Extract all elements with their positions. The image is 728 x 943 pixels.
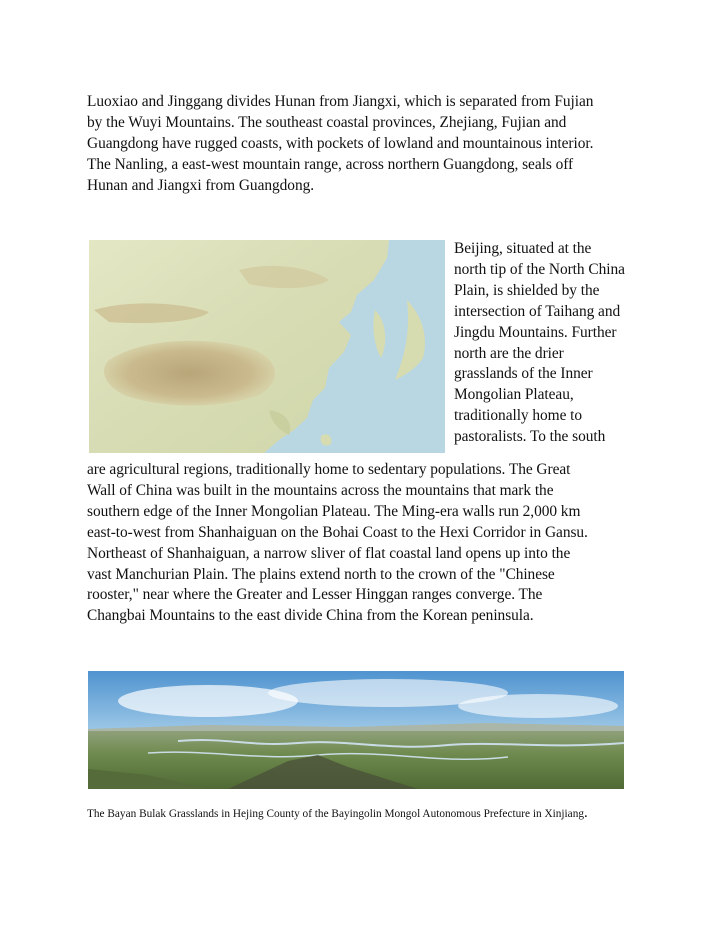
panorama-graphic [88, 671, 624, 789]
paragraph-beijing-main [87, 460, 647, 627]
text-line: pastoralists. To the south [454, 428, 606, 446]
text-line: Jingdu Mountains. Further [454, 323, 617, 341]
text-line: intersection of Taihang and [454, 302, 621, 320]
text-line: Northeast of Shanhaiguan, a narrow sliver of flat coastal land opens up into the [87, 544, 571, 562]
cloud [458, 694, 618, 718]
text-line: The Nanling, a east-west mountain range, across northern Guangdong, seals off [87, 155, 574, 173]
text-line: rooster," near where the Greater and Lesser Hinggan ranges converge. The [87, 586, 543, 604]
text-line: vast Manchurian Plain. The plains extend north to the crown of the "Chinese [87, 565, 555, 583]
text-line: by the Wuyi Mountains. The southeast coastal provinces, Zhejiang, Fujian and [87, 113, 567, 131]
caption-text: The Bayan Bulak Grasslands in Hejing County of the Bayingolin Mongol Autonomous Prefecture in Xinjiang [87, 808, 584, 820]
text-line: Hunan and Jiangxi from Guangdong. [87, 176, 315, 194]
text-line: east-to-west from Shanhaiguan on the Bohai Coast to the Hexi Corridor in Gansu. [87, 523, 588, 541]
text-line: Wall of China was built in the mountains across the mountains that mark the [87, 481, 554, 499]
text-line: Luoxiao and Jinggang divides Hunan from Jiangxi, which is separated from Fujian [87, 93, 594, 110]
paragraph-beijing-side [454, 239, 654, 448]
text-line: north tip of the North China [454, 260, 625, 278]
cloud [118, 685, 298, 717]
text-line: Changbai Mountains to the east divide China from the Korean peninsula. [87, 607, 534, 625]
text-line: grasslands of the Inner [454, 365, 593, 383]
text-line: southern edge of the Inner Mongolian Plateau. The Ming-era walls run 2,000 km [87, 502, 581, 520]
map-graphic [89, 240, 445, 453]
paragraph-hunan-jiangxi [87, 92, 647, 197]
photo-caption [87, 806, 647, 822]
china-relief-map-image [89, 240, 445, 453]
tibetan-plateau [104, 341, 275, 406]
text-line: Guangdong have rugged coasts, with pockets of lowland and mountainous interior. [87, 134, 594, 152]
text-line: are agricultural regions, traditionally home to sedentary populations. The Great [87, 461, 571, 478]
text-line: Plain, is shielded by the [454, 281, 600, 299]
text-line: traditionally home to [454, 407, 583, 425]
text-line: Mongolian Plateau, [454, 386, 574, 404]
caption-end-mark: . [584, 805, 588, 821]
text-line: north are the drier [454, 344, 564, 362]
grassland-panorama-image [88, 671, 624, 789]
text-line: Beijing, situated at the [454, 240, 592, 257]
